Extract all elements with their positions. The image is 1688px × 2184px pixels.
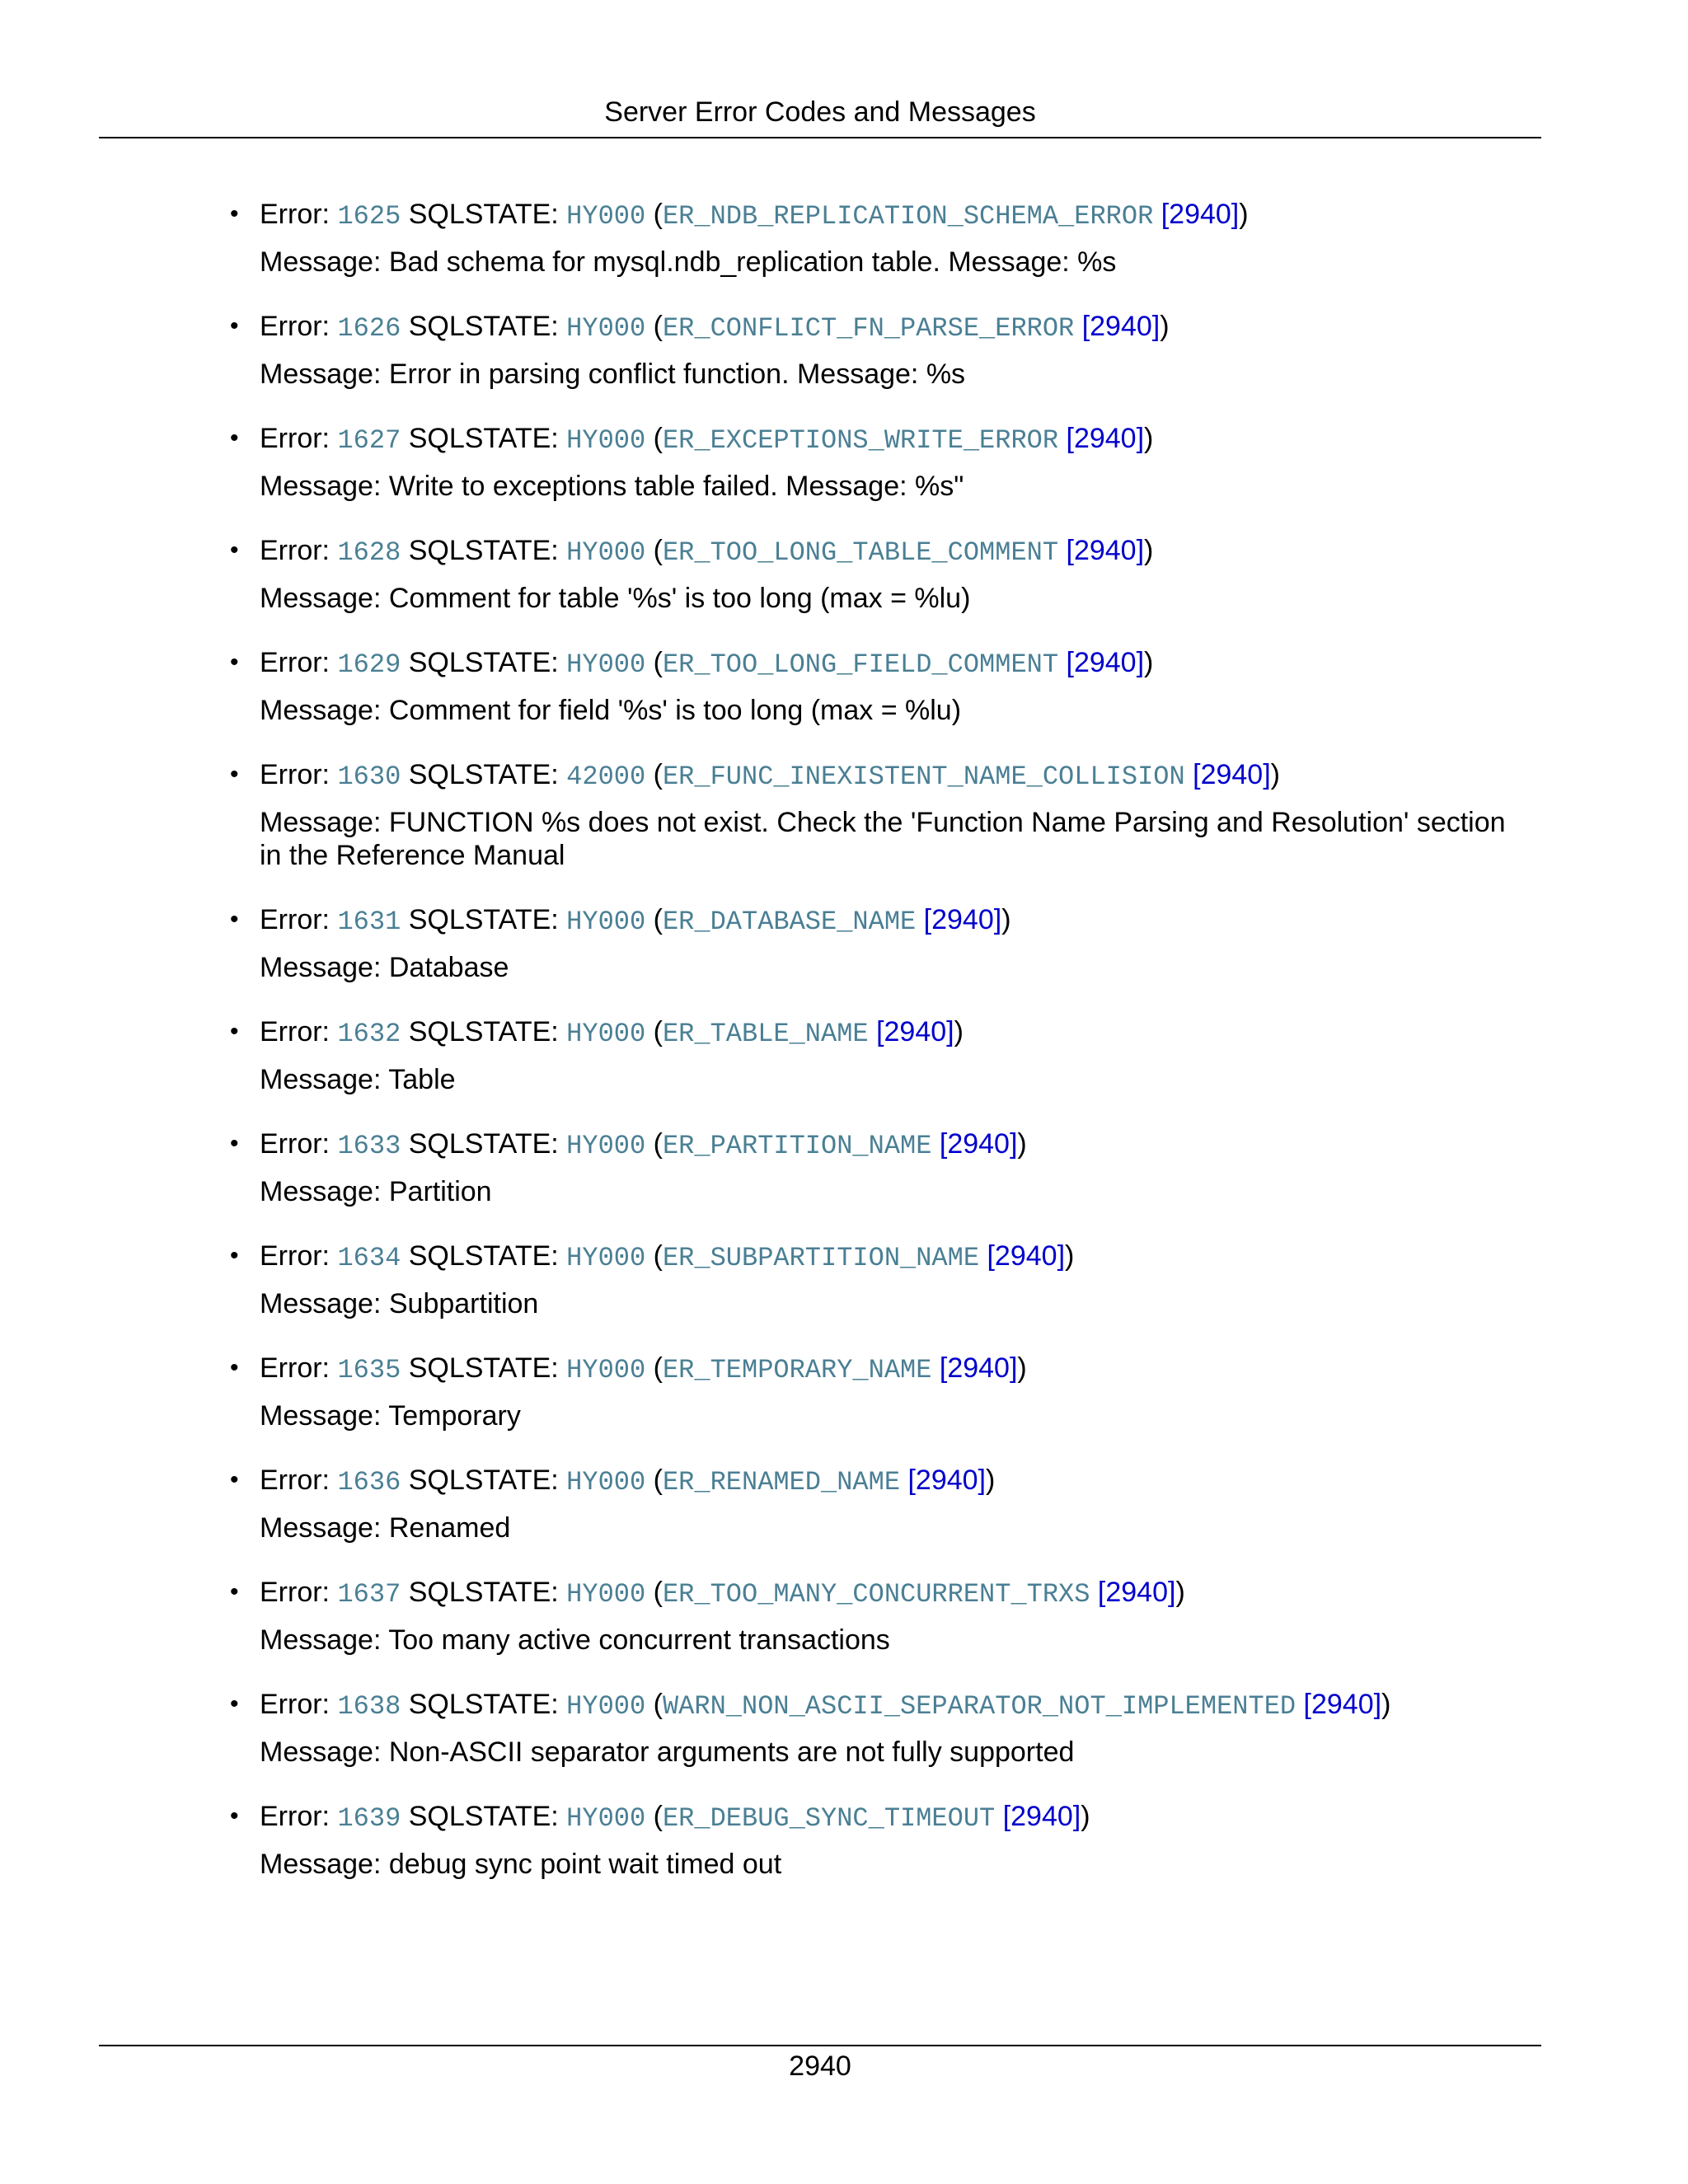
error-code: 1630 [337, 762, 401, 792]
error-label: Error: [260, 759, 338, 790]
message-label: Message: [260, 1512, 389, 1544]
error-label: Error: [260, 199, 338, 230]
separator [1185, 759, 1193, 790]
page-reference-link[interactable]: [2940] [907, 1465, 986, 1496]
separator [1058, 647, 1066, 678]
close-paren: ) [1381, 1689, 1391, 1720]
sqlstate-label: SQLSTATE: [401, 1240, 567, 1272]
footer-rule [99, 2045, 1541, 2046]
page-reference-link[interactable]: [2940] [1303, 1689, 1382, 1720]
error-label: Error: [260, 904, 338, 935]
sqlstate-label: SQLSTATE: [401, 535, 567, 566]
close-paren: ) [1144, 423, 1154, 454]
close-paren: ) [954, 1016, 964, 1047]
error-symbol: ER_PARTITION_NAME [662, 1131, 932, 1161]
error-entry [0, 415, 1525, 503]
error-message [260, 951, 1525, 984]
bullet-icon: • [230, 200, 239, 227]
open-paren: ( [645, 759, 663, 790]
open-paren: ( [645, 535, 663, 566]
separator [931, 1128, 939, 1160]
separator [1074, 311, 1081, 342]
sqlstate-label: SQLSTATE: [401, 1801, 567, 1832]
close-paren: ) [1175, 1577, 1185, 1608]
page-reference-link[interactable]: [2940] [1066, 647, 1145, 678]
open-paren: ( [645, 1240, 663, 1272]
error-symbol: ER_TABLE_NAME [662, 1019, 869, 1049]
open-paren: ( [645, 1352, 663, 1384]
error-message [260, 246, 1525, 279]
close-paren: ) [1144, 647, 1154, 678]
message-text: Write to exceptions table failed. Message: %s" [388, 471, 964, 502]
sqlstate-value: HY000 [566, 649, 646, 680]
error-entry [0, 1793, 1525, 1881]
message-label: Message: [260, 1288, 389, 1319]
message-text: Comment for table '%s' is too long (max = %lu) [388, 583, 971, 614]
close-paren: ) [1239, 199, 1249, 230]
sqlstate-label: SQLSTATE: [401, 311, 567, 342]
error-code: 1638 [337, 1691, 401, 1722]
close-paren: ) [1160, 311, 1170, 342]
bullet-icon: • [230, 1242, 239, 1269]
separator [1153, 199, 1160, 230]
error-code: 1633 [337, 1131, 401, 1161]
separator [1058, 423, 1066, 454]
error-message [260, 694, 1525, 727]
message-text: Comment for field '%s' is too long (max = %lu) [388, 695, 962, 726]
message-label: Message: [260, 1064, 389, 1095]
error-entry [0, 639, 1525, 727]
error-entry [0, 751, 1525, 872]
separator [869, 1016, 876, 1047]
error-symbol: ER_TOO_MANY_CONCURRENT_TRXS [662, 1579, 1090, 1610]
message-label: Message: [260, 1736, 389, 1768]
message-label: Message: [260, 807, 389, 838]
error-message [260, 1175, 1525, 1208]
error-label: Error: [260, 1016, 338, 1047]
message-label: Message: [260, 1849, 389, 1880]
error-label: Error: [260, 311, 338, 342]
page-reference-link[interactable]: [2940] [1066, 535, 1145, 566]
sqlstate-value: HY000 [566, 1467, 646, 1497]
error-code: 1635 [337, 1355, 401, 1385]
message-label: Message: [260, 1624, 389, 1656]
open-paren: ( [645, 199, 663, 230]
close-paren: ) [1081, 1801, 1090, 1832]
error-label: Error: [260, 1465, 338, 1496]
sqlstate-value: 42000 [566, 762, 646, 792]
bullet-icon: • [230, 1130, 239, 1157]
error-label: Error: [260, 1128, 338, 1160]
message-label: Message: [260, 952, 389, 983]
sqlstate-value: HY000 [566, 1579, 646, 1610]
error-label: Error: [260, 1801, 338, 1832]
message-text: Error in parsing conflict function. Message: %s [388, 359, 966, 390]
sqlstate-value: HY000 [566, 313, 646, 344]
bullet-icon: • [230, 1354, 239, 1381]
open-paren: ( [645, 1801, 663, 1832]
error-line [230, 896, 1525, 944]
message-text: Renamed [388, 1512, 511, 1544]
sqlstate-label: SQLSTATE: [401, 904, 567, 935]
error-line [230, 415, 1525, 462]
sqlstate-value: HY000 [566, 907, 646, 937]
error-line [230, 751, 1525, 799]
error-label: Error: [260, 535, 338, 566]
sqlstate-label: SQLSTATE: [401, 1577, 567, 1608]
message-label: Message: [260, 583, 389, 614]
bullet-icon: • [230, 312, 239, 340]
close-paren: ) [1144, 535, 1154, 566]
error-line [230, 1344, 1525, 1392]
message-text: Bad schema for mysql.ndb_replication table. Message: %s [388, 246, 1117, 278]
error-line [230, 1008, 1525, 1056]
error-symbol: ER_DATABASE_NAME [662, 907, 917, 937]
error-symbol: ER_RENAMED_NAME [662, 1467, 901, 1497]
error-label: Error: [260, 1240, 338, 1272]
error-line [230, 1680, 1525, 1728]
page-reference-link[interactable]: [2940] [923, 904, 1002, 935]
sqlstate-value: HY000 [566, 1019, 646, 1049]
bullet-icon: • [230, 1466, 239, 1493]
sqlstate-label: SQLSTATE: [401, 647, 567, 678]
sqlstate-value: HY000 [566, 425, 646, 456]
error-label: Error: [260, 1352, 338, 1384]
open-paren: ( [645, 311, 663, 342]
error-entry [0, 1120, 1525, 1208]
sqlstate-value: HY000 [566, 537, 646, 568]
separator [1090, 1577, 1097, 1608]
message-label: Message: [260, 1400, 389, 1432]
sqlstate-value: HY000 [566, 201, 646, 232]
error-line [230, 527, 1525, 574]
close-paren: ) [1017, 1128, 1027, 1160]
error-label: Error: [260, 1577, 338, 1608]
error-code: 1626 [337, 313, 401, 344]
message-text: Table [388, 1064, 456, 1095]
message-text: Non-ASCII separator arguments are not fully supported [388, 1736, 1075, 1768]
error-list [0, 190, 1688, 1905]
error-line [230, 190, 1525, 238]
error-symbol: ER_TOO_LONG_TABLE_COMMENT [662, 537, 1059, 568]
page-reference-link[interactable]: [2940] [1097, 1577, 1176, 1608]
open-paren: ( [645, 647, 663, 678]
error-line [230, 1793, 1525, 1840]
error-label: Error: [260, 1689, 338, 1720]
close-paren: ) [1065, 1240, 1075, 1272]
error-symbol: ER_NDB_REPLICATION_SCHEMA_ERROR [662, 201, 1154, 232]
error-message [260, 1399, 1525, 1432]
message-text: Temporary [388, 1400, 521, 1432]
error-symbol: ER_FUNC_INEXISTENT_NAME_COLLISION [662, 762, 1185, 792]
sqlstate-value: HY000 [566, 1131, 646, 1161]
page-reference-link[interactable]: [2940] [1002, 1801, 1081, 1832]
error-code: 1627 [337, 425, 401, 456]
sqlstate-label: SQLSTATE: [401, 1465, 567, 1496]
separator [995, 1801, 1002, 1832]
error-line [230, 1456, 1525, 1504]
header-rule [99, 137, 1541, 138]
open-paren: ( [645, 1577, 663, 1608]
error-message [260, 1624, 1525, 1657]
sqlstate-label: SQLSTATE: [401, 199, 567, 230]
page-reference-link[interactable]: [2940] [939, 1128, 1018, 1160]
error-entry [0, 527, 1525, 615]
error-entry [0, 302, 1525, 391]
page-reference-link[interactable]: [2940] [1193, 759, 1271, 790]
error-symbol: ER_SUBPARTITION_NAME [662, 1243, 980, 1273]
message-label: Message: [260, 359, 389, 390]
separator [1296, 1689, 1303, 1720]
separator [931, 1352, 939, 1384]
error-symbol: ER_DEBUG_SYNC_TIMEOUT [662, 1803, 996, 1834]
error-message [260, 1736, 1525, 1769]
open-paren: ( [645, 1465, 663, 1496]
open-paren: ( [645, 904, 663, 935]
error-message [260, 1511, 1525, 1544]
message-label: Message: [260, 1176, 389, 1207]
sqlstate-label: SQLSTATE: [401, 1352, 567, 1384]
error-entry [0, 190, 1525, 279]
error-entry [0, 1568, 1525, 1657]
open-paren: ( [645, 1128, 663, 1160]
bullet-icon: • [230, 1578, 239, 1605]
page-reference-link[interactable]: [2940] [939, 1352, 1018, 1384]
error-code: 1625 [337, 201, 401, 232]
open-paren: ( [645, 423, 663, 454]
sqlstate-label: SQLSTATE: [401, 1016, 567, 1047]
bullet-icon: • [230, 424, 239, 452]
page-reference-link[interactable]: [2940] [1160, 199, 1240, 230]
error-message [260, 358, 1525, 391]
close-paren: ) [1017, 1352, 1027, 1384]
bullet-icon: • [230, 1802, 239, 1830]
bullet-icon: • [230, 1018, 239, 1045]
error-entry [0, 1680, 1525, 1769]
page-header: Server Error Codes and Messages [604, 96, 1036, 128]
error-message [260, 806, 1525, 872]
error-symbol: ER_EXCEPTIONS_WRITE_ERROR [662, 425, 1059, 456]
message-text: FUNCTION %s does not exist. Check the 'Function Name Parsing and Resolution' section in the Reference Manual [260, 807, 1506, 871]
page-reference-link[interactable]: [2940] [1066, 423, 1145, 454]
error-line [230, 1120, 1525, 1168]
error-code: 1631 [337, 907, 401, 937]
page-reference-link[interactable]: [2940] [1081, 311, 1160, 342]
open-paren: ( [645, 1689, 663, 1720]
error-code: 1636 [337, 1467, 401, 1497]
message-text: Database [388, 952, 509, 983]
error-message [260, 1287, 1525, 1320]
error-code: 1629 [337, 649, 401, 680]
error-code: 1628 [337, 537, 401, 568]
separator [1058, 535, 1066, 566]
error-entry [0, 1232, 1525, 1320]
sqlstate-value: HY000 [566, 1355, 646, 1385]
error-label: Error: [260, 647, 338, 678]
bullet-icon: • [230, 761, 239, 788]
error-line [230, 639, 1525, 687]
error-line [230, 1568, 1525, 1616]
error-entry [0, 1456, 1525, 1544]
bullet-icon: • [230, 649, 239, 676]
bullet-icon: • [230, 1690, 239, 1718]
error-symbol: ER_TEMPORARY_NAME [662, 1355, 932, 1385]
error-code: 1639 [337, 1803, 401, 1834]
separator [916, 904, 923, 935]
sqlstate-label: SQLSTATE: [401, 759, 567, 790]
error-entry [0, 1344, 1525, 1432]
error-code: 1634 [337, 1243, 401, 1273]
message-label: Message: [260, 246, 389, 278]
open-paren: ( [645, 1016, 663, 1047]
error-label: Error: [260, 423, 338, 454]
sqlstate-label: SQLSTATE: [401, 1128, 567, 1160]
error-message [260, 582, 1525, 615]
error-symbol: WARN_NON_ASCII_SEPARATOR_NOT_IMPLEMENTED [662, 1691, 1296, 1722]
error-line [230, 1232, 1525, 1280]
close-paren: ) [1270, 759, 1280, 790]
close-paren: ) [986, 1465, 996, 1496]
error-line [230, 302, 1525, 350]
error-message [260, 1848, 1525, 1881]
error-code: 1632 [337, 1019, 401, 1049]
sqlstate-value: HY000 [566, 1691, 646, 1722]
sqlstate-value: HY000 [566, 1243, 646, 1273]
page-reference-link[interactable]: [2940] [987, 1240, 1066, 1272]
page-number: 2940 [789, 2050, 851, 2082]
error-message [260, 470, 1525, 503]
error-message [260, 1063, 1525, 1096]
page-reference-link[interactable]: [2940] [876, 1016, 954, 1047]
message-label: Message: [260, 695, 389, 726]
close-paren: ) [1001, 904, 1011, 935]
error-code: 1637 [337, 1579, 401, 1610]
error-symbol: ER_TOO_LONG_FIELD_COMMENT [662, 649, 1059, 680]
message-label: Message: [260, 471, 389, 502]
message-text: debug sync point wait timed out [388, 1849, 782, 1880]
message-text: Partition [388, 1176, 492, 1207]
sqlstate-label: SQLSTATE: [401, 423, 567, 454]
error-entry [0, 1008, 1525, 1096]
error-entry [0, 896, 1525, 984]
error-symbol: ER_CONFLICT_FN_PARSE_ERROR [662, 313, 1075, 344]
message-text: Subpartition [388, 1288, 539, 1319]
bullet-icon: • [230, 537, 239, 564]
sqlstate-value: HY000 [566, 1803, 646, 1834]
sqlstate-label: SQLSTATE: [401, 1689, 567, 1720]
bullet-icon: • [230, 906, 239, 933]
message-text: Too many active concurrent transactions [388, 1624, 890, 1656]
